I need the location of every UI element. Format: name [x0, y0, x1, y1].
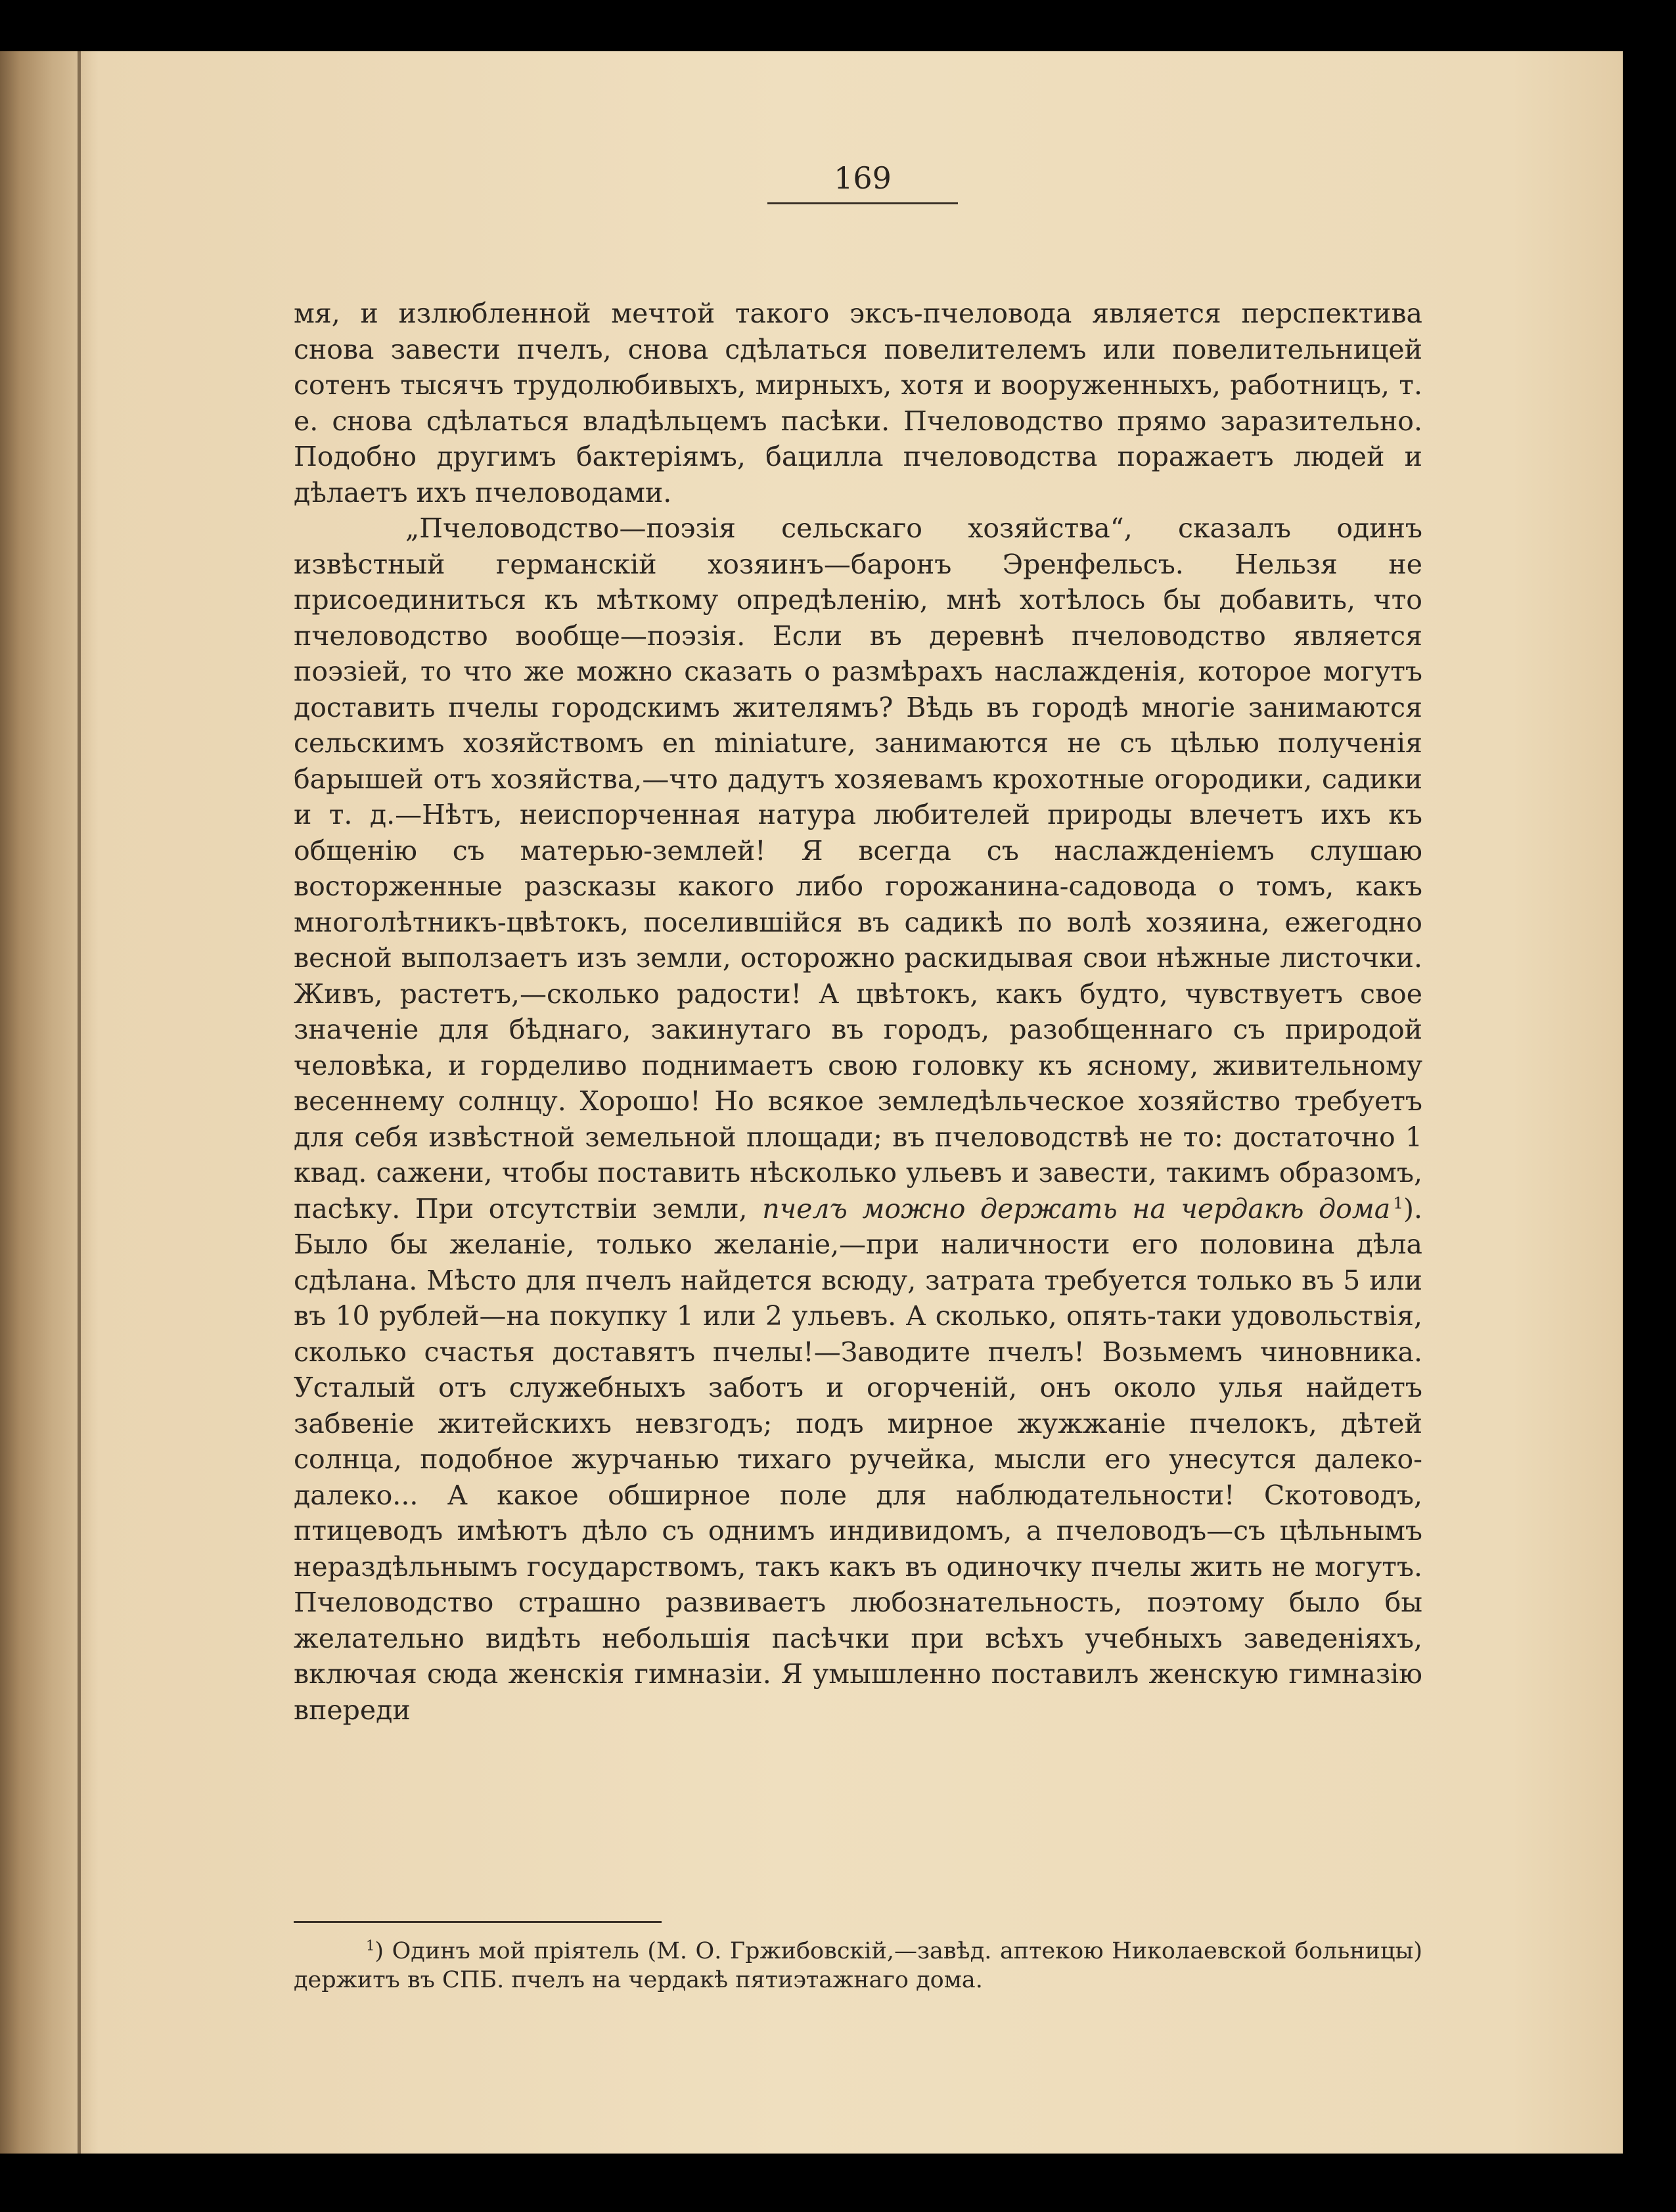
body-text: [294, 296, 1422, 1728]
footnote-text: Одинъ мой пріятель (М. О. Гржибовскій,—завѣд. аптекою Николаевской больницы) держитъ въ СПБ. пчелъ на чердакѣ пятиэтажнаго дома.: [294, 1938, 1423, 1993]
page-gutter-shadow: [0, 51, 99, 2154]
page-number: 169: [767, 160, 958, 204]
paragraph-1: мя, и излюбленной мечтой такого эксъ-пчеловода является перспектива снова завести пчелъ, снова сдѣлаться повелителемъ или повелительницей сотенъ тысячъ трудолюбивыхъ, мирныхъ, хотя и вооруженныхъ, работницъ, т. е. снова сдѣлаться владѣльцемъ пасѣки. Пчеловодство прямо заразительно. Подобно другимъ бактеріямъ, бацилла пчеловодства поражаетъ людей и дѣлаетъ ихъ пчеловодами.: [294, 298, 1422, 508]
paragraph-2-start: „Пчеловодство—поэзія сельскаго хозяйства“, сказалъ одинъ извѣстный германскій хозяинъ—баронъ Эренфельсъ. Нельзя не присоединиться къ мѣткому опредѣленію, мнѣ хотѣлось бы добавить, что пчеловодство вообще—поэзія. Если въ деревнѣ пчеловодство является поэзіей, то что же можно сказать о размѣрахъ наслажденія, которое могутъ доставить пчелы городскимъ жителямъ? Вѣдь въ городѣ многіе занимаются сельскимъ хозяйствомъ en miniature, занимаются не съ цѣлью полученія барышей отъ хозяйства,—что дадутъ хозяевамъ крохотные огородики, садики и т. д.—Нѣтъ, неиспорченная натура любителей природы влечетъ ихъ къ общенію съ матерью-землей! Я всегда съ наслажденіемъ слушаю восторженные разсказы какого либо горожанина-садовода о томъ, какъ многолѣтникъ-цвѣтокъ, поселившійся въ садикѣ по волѣ хозяина, ежегодно весной выползаетъ изъ земли, осторожно раскидывая свои нѣжные листочки. Живъ, растетъ,—сколько радости! А цвѣтокъ, какъ будто, чувствуетъ свое значеніе для бѣднаго, закинутаго въ городъ, разобщеннаго съ природой человѣка, и горделиво поднимаетъ свою головку къ ясному, живительному весеннему солнцу. Хорошо! Но всякое земледѣльческое хозяйство требуетъ для себя извѣстной земельной площади; въ пчеловодствѣ не то: достаточно 1 квад. сажени, чтобы поставить нѣсколько ульевъ и завести, такимъ образомъ, пасѣку. При отсутствіи земли,: [294, 512, 1422, 1225]
footnote-divider: [294, 1921, 662, 1923]
paragraph-2-end: ). Было бы желаніе, только желаніе,—при наличности его половина дѣла сдѣлана. Мѣсто для пчелъ найдется всюду, затрата требуется только въ 5 или въ 10 рублей—на покупку 1 или 2 ульевъ. А сколько, опять-таки удовольствія, сколько счастья доставятъ пчелы!—Заводите пчелъ! Возьмемъ чиновника. Усталый отъ служебныхъ заботъ и огорченій, онъ около улья найдетъ забвеніе житейскихъ невзгодъ; подъ мирное жужжаніе пчелокъ, дѣтей солнца, подобное журчанью тихаго ручейка, мысли его унесутся далеко-далеко... А какое обширное поле для наблюдательности! Скотоводъ, птицеводъ имѣютъ дѣло съ однимъ индивидомъ, а пчеловодъ—съ цѣльнымъ нераздѣльнымъ государствомъ, такъ какъ въ одиночку пчелы жить не могутъ. Пчеловодство страшно развиваетъ любознательность, поэтому было бы желательно видѣть небольшія пасѣчки при всѣхъ учебныхъ заведеніяхъ, включая сюда женскія гимназіи. Я умышленно поставилъ женскую гимназію впереди: [294, 1192, 1422, 1726]
footnote-marker: 1: [366, 1937, 375, 1954]
book-page: [0, 51, 1623, 2154]
footnote-ref: 1: [1393, 1192, 1403, 1212]
paragraph-2-italic: пчелъ можно держать на чердакѣ дома: [762, 1192, 1391, 1225]
footnote: $^1$) Одинъ мой пріятель (М. О. Гржибовскій,—завѣд. аптекою Николаевской больницы) держитъ въ СПБ. пчелъ на чердакѣ пятиэтажнаго дома.: [294, 1937, 1423, 1993]
paragraph-2: [294, 510, 1422, 1728]
binding-edge: [78, 51, 81, 2154]
